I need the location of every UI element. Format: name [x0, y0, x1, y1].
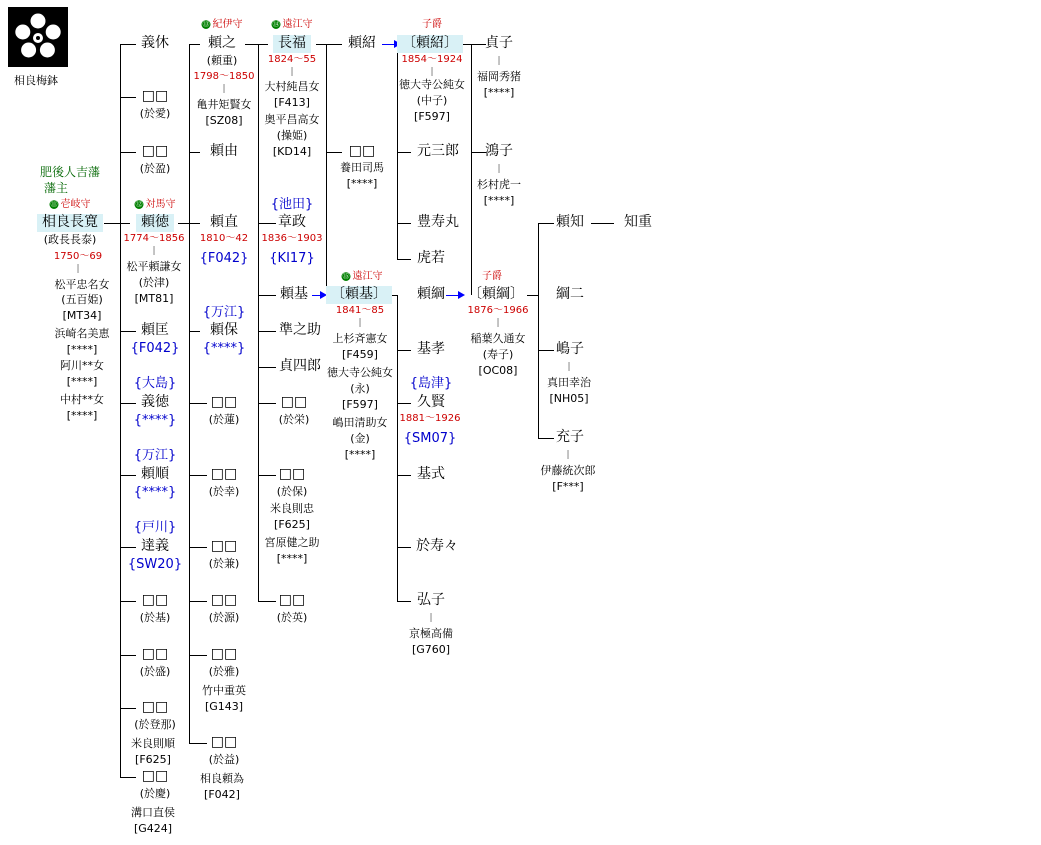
spouse-yoritsugu-code: [F597] [414, 110, 450, 123]
spouse-yoritsugu-alias: (中子) [416, 94, 448, 107]
years-nagatomi: 1824〜55 [267, 54, 317, 65]
alias-g1f: (於慶) [139, 787, 171, 800]
spouse-nagatomi-1: 大村純昌女 [264, 80, 320, 93]
spouse-nagatomi-2: 奥平昌高女 [264, 113, 320, 126]
spouse-yorimoto-2: 徳大寺公純女 [327, 366, 393, 379]
alias-g2f: (於益) [208, 753, 240, 766]
spouse-yorimoto-1-code: [F459] [342, 348, 378, 361]
person-yoriyasu[interactable]: 頼保 [210, 322, 238, 338]
person-g2f[interactable]: □□ [210, 734, 238, 750]
person-g2d[interactable]: □□ [210, 592, 238, 608]
person-shimako[interactable]: 嶋子 [556, 341, 584, 357]
spouse-nagahiro-2b: [****] [66, 343, 98, 356]
spouse-kouko: 杉村虎一 [477, 178, 521, 191]
alias-g1b: (於盈) [139, 162, 171, 175]
spouse-nagahiro-1: 松平忠名女 [54, 278, 110, 291]
alias-g3c: (於英) [276, 611, 308, 624]
spouse-g2f: 相良頼為 [200, 772, 244, 785]
alias-g3b: (於保) [276, 485, 308, 498]
alias-g1a: (於愛) [139, 107, 171, 120]
person-akimasa[interactable]: 章政 [278, 214, 306, 230]
person-toyojumaru[interactable]: 豊寿丸 [417, 214, 459, 230]
spouse-g1e: 米良則順 [131, 737, 175, 750]
alias-g3a: (於栄) [278, 413, 310, 426]
person-motosaburo[interactable]: 元三郎 [417, 143, 459, 159]
person-yoriyuki[interactable]: 頼之 [208, 35, 236, 51]
spouse-nagahiro-1c: [MT34] [62, 309, 102, 322]
person-g2e[interactable]: □□ [210, 646, 238, 662]
spouse-g2e: 竹中重英 [202, 684, 246, 697]
person-yoriyoshi[interactable]: 頼由 [210, 143, 238, 159]
domain-label-2: 藩主 [43, 181, 69, 195]
person-g3a[interactable]: □□ [280, 394, 308, 410]
person-g2a[interactable]: □□ [210, 394, 238, 410]
house-yoriyasu: {万江} [202, 305, 246, 320]
alias-g1c: (於基) [139, 611, 171, 624]
code-yorinao: {F042} [199, 251, 249, 266]
title-nagatomi: ⑭ 遠江守 [272, 19, 313, 30]
person-g1f[interactable]: □□ [141, 768, 169, 784]
code-yoshinori: {****} [133, 413, 177, 428]
person-kouko[interactable]: 鴻子 [485, 143, 513, 159]
alias-g1e: (於登那) [134, 718, 176, 731]
crest-label: 相良梅鉢 [14, 74, 58, 87]
title-nagahiro: ⑪ 壱岐守 [50, 199, 91, 210]
person-g2c[interactable]: □□ [210, 538, 238, 554]
spouse-yorinori-code: [MT81] [134, 292, 174, 305]
code-yoritada: {F042} [130, 341, 180, 356]
spouse-nagahiro-3: 阿川**女 [60, 359, 104, 372]
person-yorimoto[interactable]: 〔頼基〕 [326, 286, 392, 304]
person-g1c[interactable]: □□ [141, 592, 169, 608]
person-motoshiki[interactable]: 基式 [417, 466, 445, 482]
spouse-yorimoto-3-alias: (金) [350, 432, 370, 445]
spouse-nagahiro-1b: (五百姫) [61, 293, 103, 306]
spouse-yoritsuna-alias: (寿子) [482, 348, 514, 361]
person-yoritada[interactable]: 頼匡 [141, 322, 169, 338]
person-sadashiro[interactable]: 貞四郎 [279, 358, 321, 374]
person-mitsuko[interactable]: 充子 [556, 429, 584, 445]
title-yorimoto: ⑮ 遠江守 [342, 271, 383, 282]
person-g3b[interactable]: □□ [278, 466, 306, 482]
house-yorijun: {万江} [133, 448, 177, 463]
spouse-g3b-2-code: [****] [276, 552, 308, 565]
spouse-g4a-code: [****] [346, 177, 378, 190]
spouse-yoritsugu: 徳大寺公純女 [399, 78, 465, 91]
years-hisakata: 1881〜1926 [399, 413, 461, 424]
spouse-yoritsuna-code: [OC08] [478, 364, 518, 377]
code-michiyoshi: {SW20} [127, 557, 183, 572]
house-akimasa: {池田} [270, 197, 314, 212]
umebachi-crest-icon [8, 7, 68, 67]
spouse-yorimoto-1: 上杉斉憲女 [332, 332, 388, 345]
person-g1b[interactable]: □□ [141, 143, 169, 159]
person-hiroko[interactable]: 弘子 [417, 592, 445, 608]
house-yoshinori: {大島} [133, 376, 177, 391]
spouse-mitsuko: 伊藤統次郎 [540, 464, 596, 477]
spouse-g3b-1: 米良則忠 [270, 502, 314, 515]
spouse-g1e-code: [F625] [135, 753, 171, 766]
alias-g2a: (於蓮) [208, 413, 240, 426]
spouse-yorimoto-2-alias: (永) [350, 382, 370, 395]
spouse-g2e-code: [G143] [204, 700, 244, 713]
spouse-mitsuko-code: [F***] [552, 480, 584, 493]
spouse-shimako-code: [NH05] [549, 392, 589, 405]
alias-g2e: (於雅) [208, 665, 240, 678]
person-yorinao[interactable]: 頼直 [210, 214, 238, 230]
alias-g2c: (於兼) [208, 557, 240, 570]
spouse-shimako: 真田幸治 [547, 376, 591, 389]
code-akimasa: {KI17} [269, 251, 315, 266]
years-yorinao: 1810〜42 [199, 233, 249, 244]
person-yorimoto-origin[interactable]: 頼基 [280, 286, 308, 302]
spouse-g3b-1-code: [F625] [274, 518, 310, 531]
code-yorijun: {****} [133, 485, 177, 500]
person-g3c[interactable]: □□ [278, 592, 306, 608]
person-yoritsugu[interactable]: 〔頼紹〕 [397, 35, 463, 53]
person-nagahiro[interactable]: 相良長寛 [37, 214, 103, 232]
spouse-yorimoto-2-code: [F597] [342, 398, 378, 411]
title-yoriyuki: ⑬ 紀伊守 [202, 19, 243, 30]
spouse-sadako-code: [****] [483, 86, 515, 99]
spouse-yoriyuki-code: [SZ08] [205, 114, 243, 127]
years-nagahiro: 1750〜69 [53, 251, 103, 262]
years-yorinori: 1774〜1856 [123, 233, 185, 244]
person-g1d[interactable]: □□ [141, 646, 169, 662]
spouse-yoritsuna: 稲葉久通女 [470, 332, 526, 345]
person-michiyoshi[interactable]: 達義 [141, 538, 169, 554]
person-nagatomi[interactable]: 長福 [273, 35, 311, 53]
spouse-hiroko: 京極高備 [409, 627, 453, 640]
alias-yoriyuki: (頼重) [206, 54, 238, 67]
title-yoritsugu: 子爵 [422, 19, 442, 30]
person-yoritomo[interactable]: 頼知 [556, 214, 584, 230]
spouse-yorinori-alias: (於津) [138, 276, 170, 289]
code-hisakata: {SM07} [403, 431, 457, 446]
spouse-nagahiro-4: 中村**女 [60, 393, 104, 406]
person-yorinori[interactable]: 頼徳 [136, 214, 174, 232]
alias-g1d: (於盛) [139, 665, 171, 678]
person-tomoshige[interactable]: 知重 [624, 214, 652, 230]
title-yorinori: ⑫ 対馬守 [135, 199, 176, 210]
person-hisakata[interactable]: 久賢 [417, 394, 445, 410]
years-yorimoto: 1841〜85 [335, 305, 385, 316]
years-yoritsuna: 1876〜1966 [467, 305, 529, 316]
person-toraka[interactable]: 虎若 [417, 250, 445, 266]
years-yoritsugu: 1854〜1924 [401, 54, 463, 65]
person-sadako[interactable]: 貞子 [485, 35, 513, 51]
spouse-g1f: 溝口直侯 [131, 806, 175, 819]
person-yoritsuna[interactable]: 〔頼綱〕 [468, 286, 524, 302]
person-g2b[interactable]: □□ [210, 466, 238, 482]
person-yoritsuna-origin[interactable]: 頼綱 [417, 286, 445, 302]
spouse-sadako: 福岡秀猪 [477, 70, 521, 83]
spouse-yorimoto-3: 嶋田清助女 [332, 416, 388, 429]
person-tsunaji[interactable]: 綱二 [556, 286, 584, 302]
years-yoriyuki: 1798〜1850 [193, 71, 255, 82]
spouse-g1f-code: [G424] [133, 822, 173, 835]
spouse-yorimoto-3-code: [****] [344, 448, 376, 461]
spouse-hiroko-code: [G760] [411, 643, 451, 656]
spouse-yorinori: 松平頼謙女 [126, 260, 182, 273]
spouse-yoriyuki: 亀井矩賢女 [196, 98, 252, 111]
years-akimasa: 1836〜1903 [261, 233, 323, 244]
spouse-g4a: 養田司馬 [340, 161, 384, 174]
code-yoriyasu: {****} [202, 341, 246, 356]
spouse-g2f-code: [F042] [204, 788, 240, 801]
person-yoshiyasu[interactable]: 義休 [141, 35, 169, 51]
domain-label-1: 肥後人吉藩 [39, 165, 101, 179]
spouse-g3b-2: 宮原健之助 [264, 536, 320, 549]
spouse-nagatomi-2-alias: (操姫) [276, 129, 308, 142]
spouse-kouko-code: [****] [483, 194, 515, 207]
person-osuzu[interactable]: 於寿々 [416, 538, 458, 554]
alias-g2b: (於幸) [208, 485, 240, 498]
alias-g2d: (於源) [208, 611, 240, 624]
person-yorijun[interactable]: 頼順 [141, 466, 169, 482]
spouse-nagahiro-2: 浜崎名美恵 [54, 327, 110, 340]
person-yoshinori[interactable]: 義徳 [141, 394, 169, 410]
person-junnosuke[interactable]: 準之助 [279, 322, 321, 338]
spouse-nagahiro-4b: [****] [66, 409, 98, 422]
person-g4a[interactable]: □□ [348, 143, 376, 159]
person-g1a[interactable]: □□ [141, 88, 169, 104]
spouse-nagahiro-3b: [****] [66, 375, 98, 388]
spouse-nagatomi-1-code: [F413] [274, 96, 310, 109]
spouse-nagatomi-2-code: [KD14] [272, 145, 312, 158]
person-mototaka[interactable]: 基孝 [417, 341, 445, 357]
person-yoritsugu-origin[interactable]: 頼紹 [348, 35, 376, 51]
title-yoritsuna: 子爵 [482, 271, 502, 282]
alias-nagahiro: (政長長泰) [43, 233, 97, 246]
house-michiyoshi: {戸川} [133, 520, 177, 535]
person-g1e[interactable]: □□ [141, 699, 169, 715]
house-hisakata: {島津} [409, 376, 453, 391]
